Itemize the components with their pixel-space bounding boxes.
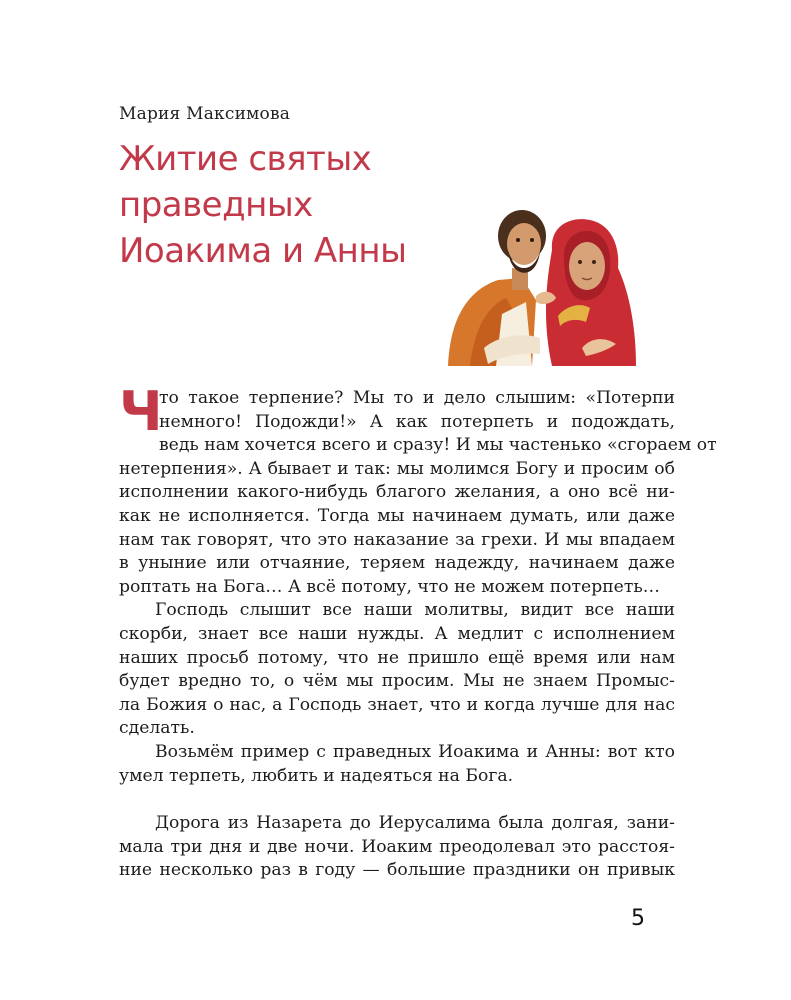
text-line: как не исполняется. Тогда мы начинаем думать, или даже — [119, 505, 675, 526]
text-line: будет вредно то, о чём мы просим. Мы не знаем Промыс- — [119, 671, 675, 692]
author-name: Мария Максимова — [119, 104, 291, 124]
text-line: нам так говорят, что это наказание за грехи. И мы впадаем — [119, 529, 675, 550]
text-line: Дорога из Назарета до Иерусалима была долгая, зани- — [155, 813, 675, 834]
text-line: мала три дня и две ночи. Иоаким преодолевал это расстоя- — [119, 836, 675, 857]
text-line: Господь слышит все наши молитвы, видит все наши — [155, 600, 675, 621]
paragraph — [119, 599, 675, 741]
body-text — [119, 380, 717, 883]
text-line: Возьмём пример с праведных Иоакима и Анны: вот кто — [155, 741, 675, 762]
title-line: Житие святых — [119, 139, 372, 179]
text-line: ние несколько раз в году — большие праздники он привык — [119, 860, 675, 881]
text-line: немного! Подожди!» А как потерпеть и подождать, — [159, 411, 675, 432]
title-line: Иоакима и Анны — [119, 231, 407, 271]
page-number: 5 — [631, 906, 645, 931]
text-line: нетерпения». А бывает и так: мы молимся Богу и просим об — [119, 458, 675, 479]
text-line: сделать. — [119, 718, 195, 739]
text-line: ла Божия о нас, а Господь знает, что и когда лучше для нас — [119, 694, 675, 715]
text-line: умел терпеть, любить и надеяться на Бога. — [119, 765, 514, 786]
text-line: роптать на Бога… А всё потому, что не можем потерпеть… — [119, 576, 660, 597]
text-line: ведь нам хочется всего и сразу! И мы частенько «сгораем от — [159, 435, 717, 456]
paragraph-gap — [119, 788, 675, 812]
text-line: исполнении какого-нибудь благого желания, а оно всё ни- — [119, 482, 675, 503]
paragraph — [119, 741, 675, 788]
drop-cap: Ч — [119, 380, 163, 443]
text-line: наших просьб потому, что не пришло ещё время или нам — [119, 647, 675, 668]
text-line: скорби, знает все наши нужды. А медлит с исполнением — [119, 623, 675, 644]
paragraph — [119, 812, 675, 883]
paragraph — [119, 380, 717, 599]
text-line: то такое терпение? Мы то и дело слышим: «Потерпи — [159, 388, 675, 408]
title-line: праведных — [119, 185, 313, 225]
saints-joachim-anna-icon — [440, 198, 640, 368]
text-line: в уныние или отчаяние, теряем надежду, начинаем даже — [119, 553, 675, 574]
chapter-title — [119, 136, 419, 274]
